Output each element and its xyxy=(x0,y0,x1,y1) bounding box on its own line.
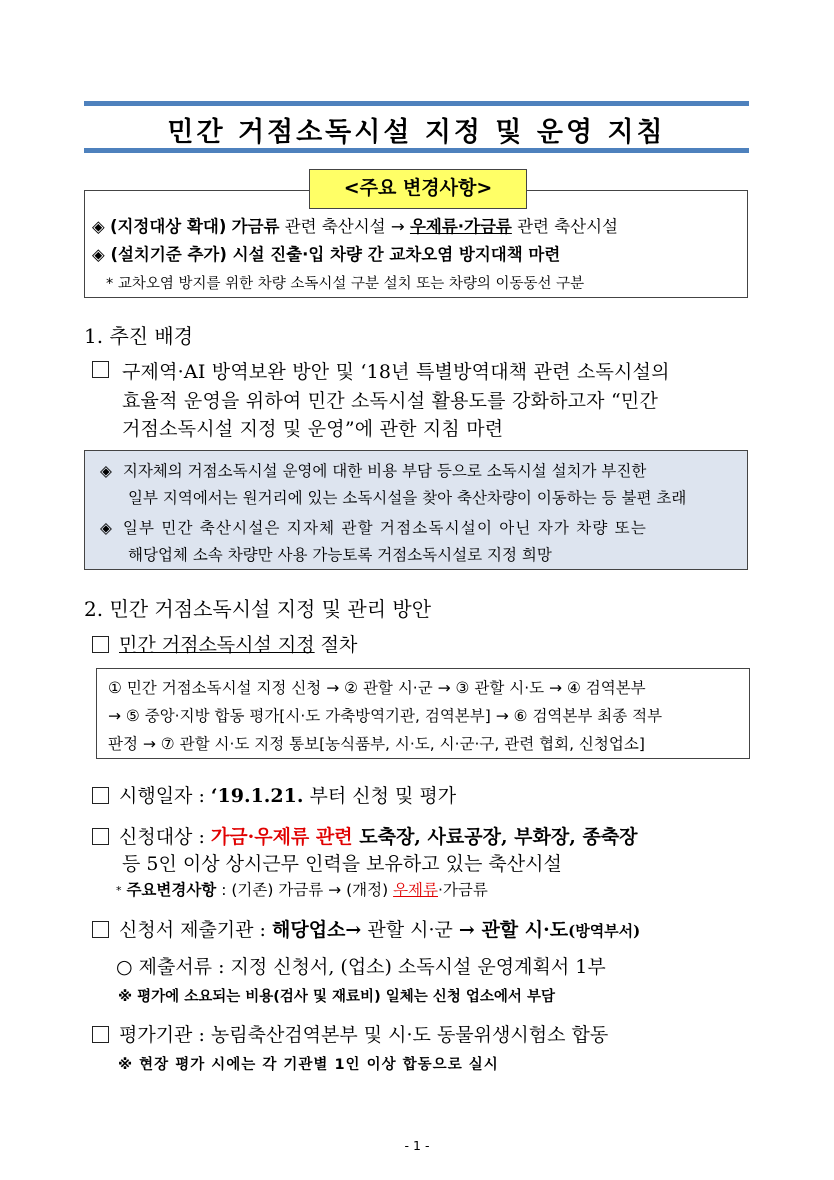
procedure-line-2: → ⑤ 중앙·지방 합동 평가[시·도 가축방역기관, 검역본부] → ⑥ 검역본부 최종 적부 xyxy=(108,707,663,725)
section-1-para-line-1: 구제역·AI 방역보완 방안 및 ‘18년 특별방역대책 관련 소독시설의 xyxy=(122,361,670,383)
background-item-1-line-2: 일부 지역에서는 원거리에 있는 소독시설을 찾아 축산차량이 이동하는 등 불편 초래 xyxy=(128,489,687,507)
change-note: * 교차오염 방지를 위한 차량 소독시설 구분 설치 또는 차량의 이동동선 구분 xyxy=(106,276,585,292)
application-target: 신청대상 : 가금·우제류 관련 도축장, 사료공장, 부화장, 종축장 xyxy=(92,822,638,849)
evaluation-note: ※ 현장 평가 시에는 각 기관별 1인 이상 합동으로 실시 xyxy=(118,1057,499,1073)
procedure-line-1: ① 민간 거점소독시설 지정 신청 → ② 관할 시·군 → ③ 관할 시·도 → ④ 검역본부 xyxy=(108,679,646,697)
title-bar-top xyxy=(84,101,749,106)
page-title: 민간 거점소독시설 지정 및 운영 지침 xyxy=(167,117,666,148)
section-1-heading: 1. 추진 배경 xyxy=(84,324,194,348)
checkbox-icon xyxy=(92,1026,109,1043)
submission-office: 신청서 제출기관 : 해당업소→ 관할 시·군 → 관할 시·도(방역부서) xyxy=(92,915,640,942)
procedure-line-3: 판정 → ⑦ 관할 시·도 지정 통보[농식품부, 시·도, 시·군·구, 관련 협회, 신청업소] xyxy=(108,735,645,753)
checkbox-icon xyxy=(92,787,109,804)
diamond-bullet-icon: ◈ xyxy=(100,462,112,480)
background-item-2: ◈ 일부 민간 축산시설은 지자체 관할 거점소독시설이 아닌 자가 차량 또는 xyxy=(100,519,648,537)
documents-cost-note: ※ 평가에 소요되는 비용(검사 및 재료비) 일체는 신청 업소에서 부담 xyxy=(118,989,555,1005)
target-change-note: * 주요변경사항 : (기존) 가금류 → (개정) 우제류·가금류 xyxy=(116,881,488,899)
checkbox-icon xyxy=(92,921,109,938)
diamond-bullet-icon: ◈ xyxy=(92,245,105,264)
section-1-para-line-2: 효율적 운영을 위하여 민간 소독시설 활용도를 강화하고자 “민간 xyxy=(122,390,658,412)
page-number: - 1 - xyxy=(404,1138,430,1153)
background-item-1: ◈ 지자체의 거점소독시설 운영에 대한 비용 부담 등으로 소독시설 설치가 부진한 xyxy=(100,462,647,480)
section-2-heading: 2. 민간 거점소독시설 지정 및 관리 방안 xyxy=(84,597,432,621)
title-bar-bottom xyxy=(84,148,749,153)
background-item-2-line-2: 해당업체 소속 차량만 사용 가능토록 거점소독시설로 지정 희망 xyxy=(128,546,552,564)
diamond-bullet-icon: ◈ xyxy=(92,217,105,236)
changes-label: <주요 변경사항> xyxy=(309,169,527,209)
checkbox-icon xyxy=(92,828,109,845)
application-target-line-2: 등 5인 이상 상시근무 인력을 보유하고 있는 축산시설 xyxy=(122,853,562,875)
section-1-para-line-3: 거점소독시설 지정 및 운영”에 관한 지침 마련 xyxy=(122,418,504,440)
checkbox-icon xyxy=(92,636,109,653)
diamond-bullet-icon: ◈ xyxy=(100,519,112,537)
effective-date: 시행일자 : ‘19.1.21. 부터 신청 및 평가 xyxy=(92,781,456,808)
change-item-2: ◈ (설치기준 추가) 시설 진출·입 차량 간 교차오염 방지대책 마련 xyxy=(92,245,561,264)
procedure-title: 민간 거점소독시설 지정 절차 xyxy=(92,630,357,657)
required-documents: ○ 제출서류 : 지정 신청서, (업소) 소독시설 운영계획서 1부 xyxy=(116,956,606,978)
change-item-1: ◈ (지정대상 확대) 가금류 관련 축산시설 → 우제류·가금류 관련 축산시설 xyxy=(92,217,618,236)
evaluation-agency: 평가기관 : 농림축산검역본부 및 시·도 동물위생시험소 합동 xyxy=(92,1020,608,1047)
checkbox-icon xyxy=(92,361,112,380)
